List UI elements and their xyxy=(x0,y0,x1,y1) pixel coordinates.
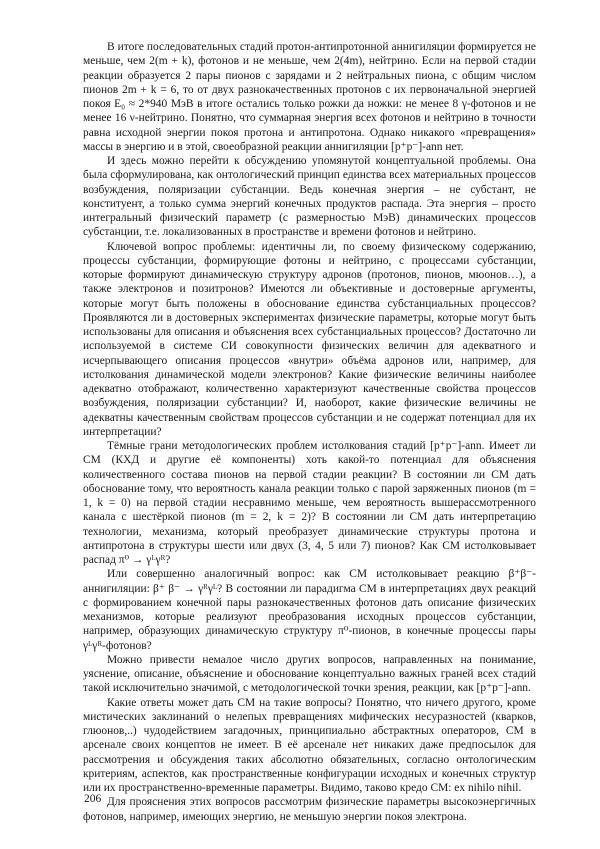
paragraph-6: Можно привести немалое число других вопросов, направленных на понимание, уяснение, описание, объяснение и обоснование концептуально важных граней всех стадий такой исключительно значимой, с методологической точки зрения, реакции, как [p⁺p⁻]-ann. xyxy=(83,653,536,695)
paragraph-7: Какие ответы может дать СМ на такие вопросы? Понятно, что ничего другого, кроме мистических заклинаний о нелепых превращениях мифических несуразностей (кварков, глюонов,..) чудодействием загадочных, принципиально абстрактных операторов, СМ в арсенале своих концептов не имеет. В её арсенале нет никаких даже предпосылок для рассмотрения и обсуждения таких абсолютно обязательных, согласно онтологическим критериям, аспектов, как пространственные конфигурации исходных и конечных структур или их пространственно-временные параметры. Видимо, таково кредо СМ: ex nihilo nihil. xyxy=(83,696,536,794)
document-body xyxy=(83,40,536,824)
paragraph-5: Или совершенно аналогичный вопрос: как СМ истолковывает реакцию β⁺β⁻-аннигиляции: β⁺ β⁻ → γᴿγᴸ? В состоянии ли парадигма СМ в интерпретациях двух реакций с формированием конечной пары разнокачественных фотонов дать описание физических механизмов, которые реализуют преобразования исходных процессов субстанции, например, образующих динамическую структуру π⁰-пионов, в конечные процессы пары γᴸγᴿ-фотонов? xyxy=(83,568,536,652)
page-number: 206 xyxy=(84,793,102,805)
paragraph-4: Тёмные грани методологических проблем истолкования стадий [p⁺p⁻]-ann. Имеет ли СМ (КХД и другие её компоненты) хоть какой-то потенциал для объяснения количественного состава пионов на первой стадии реакции? В состоянии ли СМ дать обоснование тому, что вероятность канала реакции только с парой заряженных пионов (m = 1, k = 0) на первой стадии несравнимо меньше, чем вероятность вышерассмотренного канала с шестёркой пионов (m = 2, k = 2)? В состоянии ли СМ дать интерпретацию технологии, механизма, который преобразует динамические структуры протона и антипротона в структуры шести или двух (3, 4, 5 или 7) пионов? Как СМ истолковывает распад π⁰ → γᴸγᴿ? xyxy=(83,440,536,566)
paragraph-2: И здесь можно перейти к обсуждению упомянутой концептуальной проблемы. Она была сформулирована, как онтологический принцип единства всех материальных процессов возбуждения, поляризации субстанции. Ведь конечная энергия – не субстант, не конституент, а только сумма энергий конечных продуктов распада. Эта энергия – просто интегральный физический параметр (с размерностью МэВ) динамических процессов субстанции, т.е. локализованных в пространстве и времени фотонов и нейтрино. xyxy=(83,155,536,239)
paragraph-3: Ключевой вопрос проблемы: идентичны ли, по своему физическому содержанию, процессы субстанции, формирующие фотоны и нейтрино, с процессами субстанции, которые формируют динамическую структуру адронов (протонов, пионов, мюонов…), а также электронов и позитронов? Имеются ли объективные и достоверные аргументы, которые могут быть положены в обоснование единства субстанциальных процессов? Проявляются ли в достоверных экспериментах физические параметры, которые могут быть использованы для описания и объяснения всех субстанциальных процессов? Достаточно ли используемой в системе СИ совокупности физических величин для адекватного и исчерпывающего описания процессов «внутри» объёма адронов или, например, для истолкования динамической модели электронов? Какие физические величины наиболее адекватно отображают, количественно характеризуют качественные свойства процессов возбуждения, поляризации субстанции? И, наоборот, какие физические величины не адекватны качественным свойствам процессов субстанции и не содержат потенциал для их интерпретации? xyxy=(83,240,536,438)
paragraph-1: В итоге последовательных стадий протон-антипротонной аннигиляции формируется не меньше, чем 2(m + k), фотонов и не меньше, чем 2(4m), нейтрино. Если на первой стадии реакции образуется 2 пары пионов с зарядами и 2 нейтральных пиона, с общим числом пионов 2m + k = 6, то от двух разнокачественных протонов с их первоначальной энергией покоя E₀ ≈ 2*940 МэВ в итоге остались только рожки да ножки: не менее 8 γ-фотонов и не менее 16 ν-нейтрино. Понятно, что суммарная энергия всех фотонов и нейтрино в точности равна исходной энергии покоя протона и антипротона. Однако никакого «превращения» массы в энергию и в этой, своеобразной реакции аннигиляции [p⁺p⁻]-ann нет. xyxy=(83,41,536,153)
paragraph-8: Для прояснения этих вопросов рассмотрим физические параметры высокоэнергичных фотонов, например, имеющих энергию, не меньшую энергии покоя электрона. xyxy=(83,796,536,823)
